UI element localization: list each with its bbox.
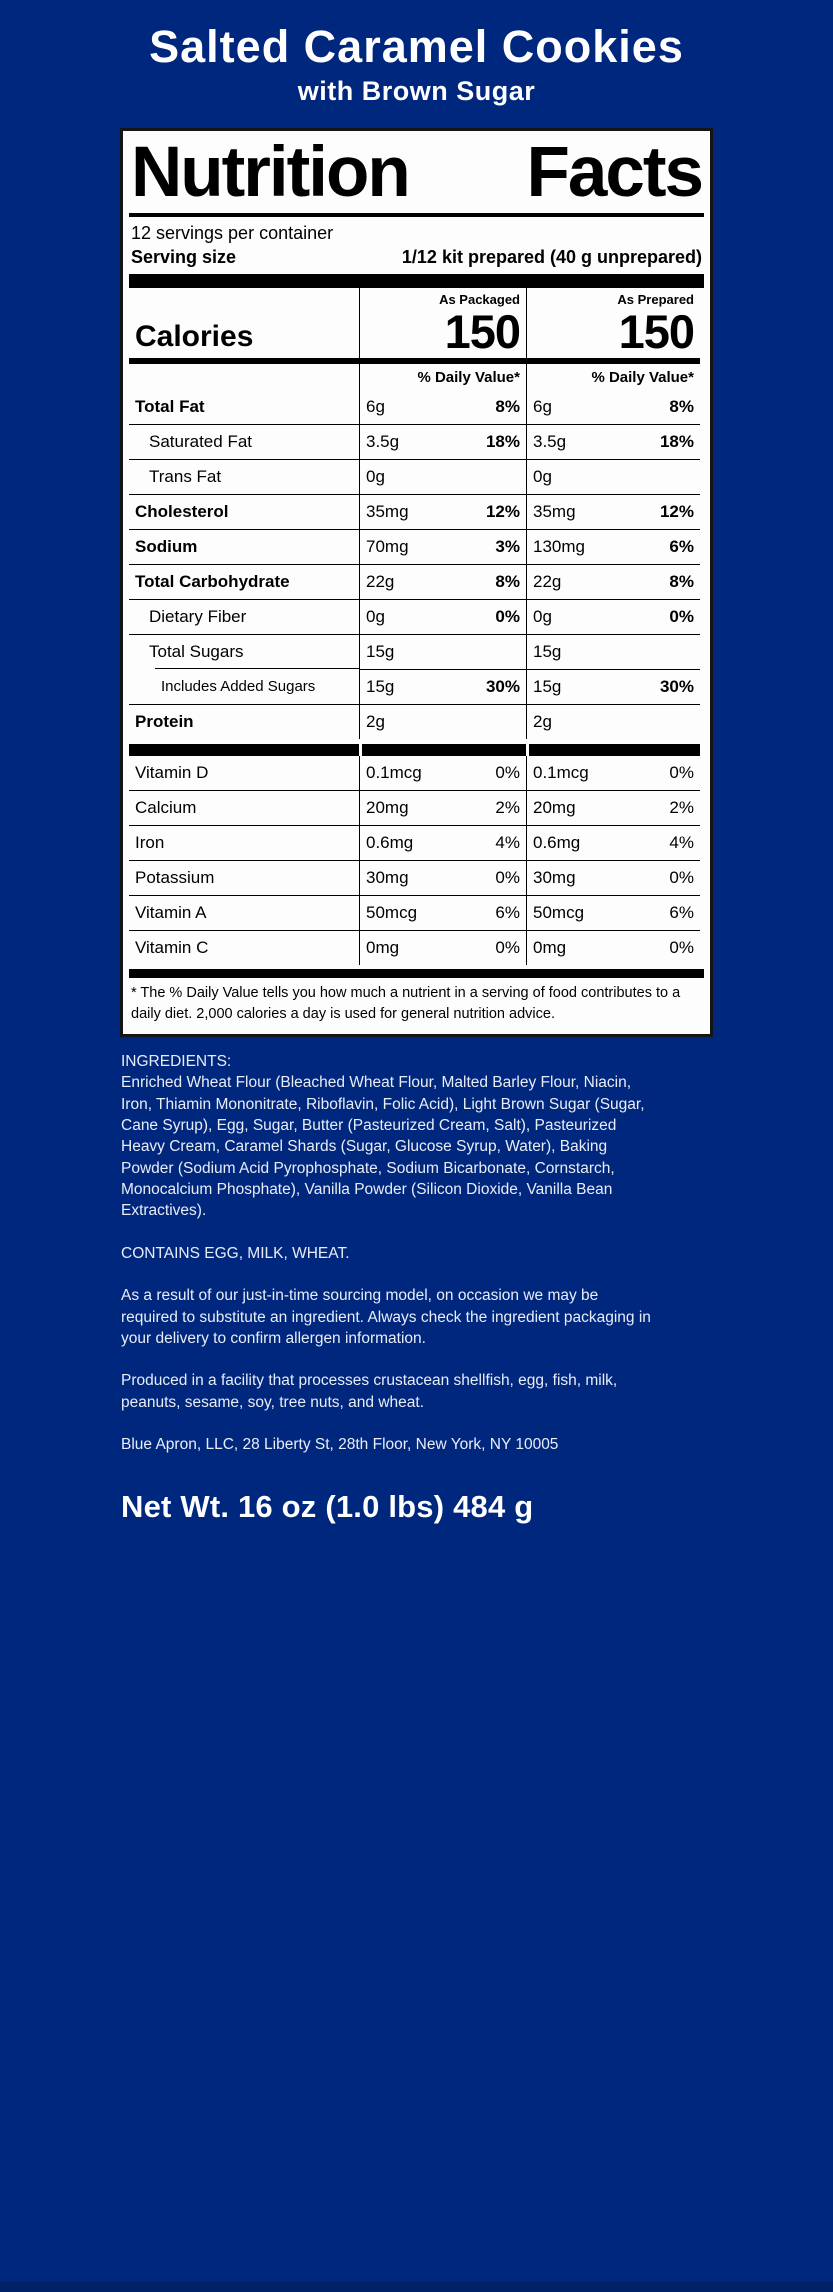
daily-value-as-packaged: 0% <box>495 938 520 958</box>
vitamin-row <box>129 790 704 825</box>
amount-as-packaged: 30mg <box>366 868 409 888</box>
ingredients-heading: INGREDIENTS: <box>121 1052 232 1070</box>
daily-value-as-packaged: 0% <box>495 607 520 627</box>
product-title: Salted Caramel Cookies <box>149 21 684 72</box>
amount-as-packaged: 22g <box>366 572 395 592</box>
daily-value-as-prepared: 8% <box>669 397 694 417</box>
nutrient-name: Sodium <box>135 537 198 557</box>
nutrient-row <box>129 529 704 564</box>
amount-as-packaged: 50mcg <box>366 903 418 923</box>
nutrient-name: Vitamin C <box>135 938 209 958</box>
amount-as-prepared: 20mg <box>533 798 576 818</box>
amount-as-packaged: 70mg <box>366 537 409 557</box>
daily-value-as-packaged: 0% <box>495 763 520 783</box>
amount-as-packaged: 35mg <box>366 502 409 522</box>
calories-row <box>129 288 704 364</box>
amount-as-packaged: 0mg <box>366 938 400 958</box>
nutrient-name: Includes Added Sugars <box>161 678 316 696</box>
amount-as-prepared: 0mg <box>533 938 567 958</box>
vitamin-row <box>129 860 704 895</box>
nutrient-row <box>129 704 704 739</box>
amount-as-packaged: 15g <box>366 642 395 662</box>
amount-as-prepared: 15g <box>533 677 562 697</box>
daily-value-as-packaged: 30% <box>485 677 520 697</box>
nutrition-facts-title-word2: Facts <box>526 132 702 212</box>
nutrition-facts-panel <box>120 128 713 1037</box>
nutrient-name: Total Fat <box>135 397 205 417</box>
nutrient-row <box>129 669 704 704</box>
amount-as-prepared: 0.1mcg <box>533 763 589 783</box>
amount-as-prepared: 0g <box>533 467 552 487</box>
vitamin-rows <box>129 756 704 965</box>
ingredients-paragraph <box>121 1051 655 1222</box>
amount-as-packaged: 0g <box>366 607 385 627</box>
daily-value-header-packaged: % Daily Value* <box>359 364 526 390</box>
nutrient-name: Vitamin D <box>135 763 209 783</box>
substitution-notice: As a result of our just-in-time sourcing model, on occasion we may be required to substitute an ingredient. Always check the ingredient packaging in your delivery to confirm allergen information. <box>121 1287 651 1347</box>
nutrient-name: Total Carbohydrate <box>135 572 290 592</box>
amount-as-prepared: 3.5g <box>533 432 567 452</box>
amount-as-prepared: 50mcg <box>533 903 585 923</box>
serving-size-value: 1/12 kit prepared (40 g unprepared) <box>401 246 702 267</box>
amount-as-packaged: 2g <box>366 712 385 732</box>
vitamin-row <box>129 825 704 860</box>
amount-as-packaged: 20mg <box>366 798 409 818</box>
daily-value-footnote: * The % Daily Value tells you how much a nutrient in a serving of food contributes to a daily diet. 2,000 calories a day is used for general nutrition advice. <box>131 985 681 1022</box>
title-divider <box>129 213 704 217</box>
amount-as-packaged: 0.6mg <box>366 833 414 853</box>
page-header <box>0 0 833 107</box>
amount-as-prepared: 15g <box>533 642 562 662</box>
daily-value-as-prepared: 30% <box>659 677 694 697</box>
daily-value-as-prepared: 8% <box>669 572 694 592</box>
thick-divider-bottom <box>129 969 704 978</box>
daily-value-header-prepared: % Daily Value* <box>526 364 700 390</box>
daily-value-as-prepared: 0% <box>669 607 694 627</box>
daily-value-as-prepared: 0% <box>669 763 694 783</box>
amount-as-packaged: 0.1mcg <box>366 763 422 783</box>
daily-value-as-packaged: 12% <box>485 502 520 522</box>
daily-value-as-prepared: 12% <box>659 502 694 522</box>
amount-as-prepared: 130mg <box>533 537 585 557</box>
amount-as-prepared: 35mg <box>533 502 576 522</box>
nutrient-row <box>129 424 704 459</box>
thick-divider-top <box>129 274 704 288</box>
as-packaged-header: As Packaged <box>439 291 520 307</box>
nutrient-row <box>129 390 704 424</box>
daily-value-as-prepared: 6% <box>669 903 694 923</box>
serving-size-label: Serving size <box>131 246 237 267</box>
amount-as-packaged: 3.5g <box>366 432 400 452</box>
daily-value-as-packaged: 4% <box>495 833 520 853</box>
amount-as-packaged: 0g <box>366 467 385 487</box>
product-subtitle: with Brown Sugar <box>297 75 536 106</box>
calories-label: Calories <box>129 288 359 364</box>
thick-divider-mid <box>129 744 704 756</box>
nutrient-rows <box>129 390 704 739</box>
amount-as-prepared: 0g <box>533 607 552 627</box>
nutrient-row <box>129 459 704 494</box>
daily-value-as-packaged: 8% <box>495 572 520 592</box>
facility-notice: Produced in a facility that processes crustacean shellfish, egg, fish, milk, peanuts, sesame, soy, tree nuts, and wheat. <box>121 1372 618 1411</box>
amount-as-packaged: 15g <box>366 677 395 697</box>
amount-as-prepared: 2g <box>533 712 552 732</box>
daily-value-as-prepared: 6% <box>669 537 694 557</box>
nutrient-row <box>129 564 704 599</box>
daily-value-as-prepared: 2% <box>669 798 694 818</box>
daily-value-as-packaged: 18% <box>485 432 520 452</box>
amount-as-prepared: 0.6mg <box>533 833 581 853</box>
nutrition-facts-title <box>129 132 704 212</box>
amount-as-prepared: 6g <box>533 397 552 417</box>
daily-value-as-prepared: 18% <box>659 432 694 452</box>
contains-statement: CONTAINS EGG, MILK, WHEAT. <box>121 1244 350 1262</box>
amount-as-prepared: 22g <box>533 572 562 592</box>
calories-value-packaged: 150 <box>444 304 520 358</box>
footer-strip <box>0 2282 833 2292</box>
daily-value-as-prepared: 4% <box>669 833 694 853</box>
servings-per-container: 12 servings per container <box>131 222 334 243</box>
daily-value-as-prepared: 0% <box>669 938 694 958</box>
nutrient-name: Vitamin A <box>135 903 207 923</box>
amount-as-prepared: 30mg <box>533 868 576 888</box>
amount-as-packaged: 6g <box>366 397 385 417</box>
daily-value-header-row <box>129 364 704 390</box>
nutrient-name: Protein <box>135 712 194 732</box>
daily-value-as-prepared: 0% <box>669 868 694 888</box>
vitamin-row <box>129 930 704 965</box>
nutrient-name: Potassium <box>135 868 215 888</box>
calories-as-packaged <box>359 288 526 364</box>
nutrient-name: Total Sugars <box>149 642 244 662</box>
nutrient-row <box>129 494 704 529</box>
as-prepared-header: As Prepared <box>617 291 694 307</box>
nutrient-name: Cholesterol <box>135 502 229 522</box>
daily-value-as-packaged: 2% <box>495 798 520 818</box>
nutrient-name: Trans Fat <box>149 467 222 487</box>
nutrient-name: Calcium <box>135 798 197 818</box>
nutrient-name: Dietary Fiber <box>149 607 247 627</box>
vitamin-row <box>129 756 704 790</box>
product-info <box>121 1051 655 1456</box>
daily-value-spacer <box>129 364 359 390</box>
net-weight: Net Wt. 16 oz (1.0 lbs) 484 g <box>121 1489 534 1525</box>
calories-as-prepared <box>526 288 700 364</box>
vitamin-row <box>129 895 704 930</box>
daily-value-as-packaged: 0% <box>495 868 520 888</box>
company-address: Blue Apron, LLC, 28 Liberty St, 28th Floor, New York, NY 10005 <box>121 1436 559 1454</box>
ingredients-text: Enriched Wheat Flour (Bleached Wheat Flour, Malted Barley Flour, Niacin, Iron, Thiamin Mononitrate, Riboflavin, Folic Acid), Light Brown Sugar (Sugar, Cane Syrup), Egg, Sugar, Butter (Pasteurized Cream, Salt), Pasteurized Heavy Cream, Caramel Shards (Sugar, Glucose Syrup, Water), Baking Powder (Sodium Acid Pyrophosphate, Sodium Bicarbonate, Cornstarch, Monocalcium Phosphate), Vanilla Powder (Silicon Dioxide, Vanilla Bean Extractives). <box>121 1074 645 1220</box>
daily-value-as-packaged: 8% <box>495 397 520 417</box>
nutrient-row <box>129 599 704 634</box>
nutrient-row <box>129 634 704 669</box>
calories-value-prepared: 150 <box>618 304 694 358</box>
nutrient-name: Iron <box>135 833 165 853</box>
daily-value-as-packaged: 6% <box>495 903 520 923</box>
nutrient-name: Saturated Fat <box>149 432 253 452</box>
serving-size-row <box>129 245 704 274</box>
nutrition-facts-title-word1: Nutrition <box>131 132 409 212</box>
daily-value-as-packaged: 3% <box>495 537 520 557</box>
